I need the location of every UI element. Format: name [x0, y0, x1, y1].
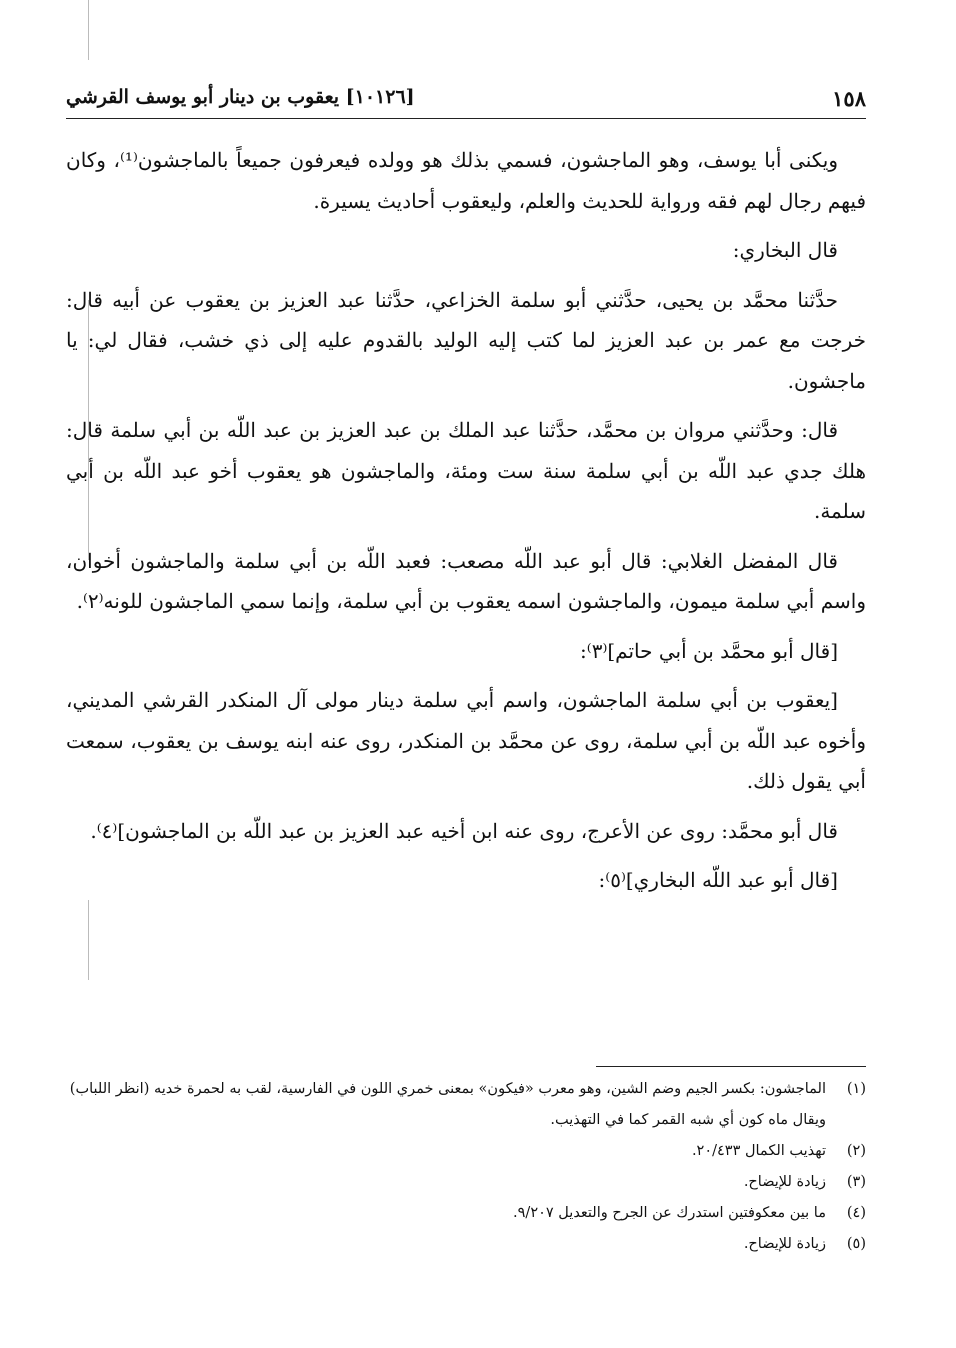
footnote-separator: [596, 1066, 866, 1067]
paragraph: قال البخاري:: [732, 238, 838, 262]
footnote: [66, 1198, 866, 1229]
paragraph: قال المفضل الغلابي: قال أبو عبد اللّه مصعب: فعبد اللّه بن أبي سلمة والماجشون أخوان، واسم أبي سلمة ميمون، والماجشون اسمه يعقوب بن أبي سلمة، وإنما سمي الماجشون للونه⁽٢⁾.: [66, 548, 866, 613]
footnote: [66, 1229, 866, 1260]
footnote-number: (٤): [846, 1205, 866, 1221]
scan-margin-line: [88, 0, 89, 60]
paragraph: حدَّثنا محمَّد بن يحيى، حدَّثني أبو سلمة الخزاعي، حدَّثنا عبد العزيز بن يعقوب عن أبيه قال: خرجت مع عمر بن عبد العزيز لما كتب إليه الوليد بالقدوم عليه إلى ذي خشب، فقال لي: يا ماجشون.: [66, 287, 866, 393]
footnote-text: زيادة للإيضاح.: [743, 1236, 826, 1252]
footnote-number: (٥): [846, 1236, 866, 1252]
footnote-number: (١): [846, 1081, 866, 1097]
scan-margin-line: [88, 900, 89, 980]
footnote: [66, 1074, 866, 1136]
footnote: [66, 1167, 866, 1198]
page-number: ١٥٨: [832, 86, 866, 111]
footnote: [66, 1136, 866, 1167]
footnote-text: الماجشون: بكسر الجيم وضم الشين، وهو معرب «فيكون» بمعنى خمري اللون في الفارسية، لقب به لحمرة خديه (انظر اللباب) ويقال ماه كون أي شبه القمر كما في التهذيب.: [69, 1081, 826, 1128]
paragraph: ويكنى أبا يوسف، وهو الماجشون، فسمي بذلك هو وولده فيعرفون جميعاً بالماجشون⁽¹⁾، وكان فيهم رجال لهم فقه ورواية للحديث والعلم، وليعقوب أحاديث يسيرة.: [66, 148, 866, 213]
footnote-number: (٢): [846, 1143, 866, 1159]
paragraph: [قال أبو عبد اللّه البخاري]⁽٥⁾:: [598, 868, 838, 892]
footnote-text: ما بين معكوفتين استدرك عن الجرح والتعديل ٩/٢٠٧.: [513, 1205, 826, 1221]
footnote-text: تهذيب الكمال ٢٠/٤٣٣.: [691, 1143, 826, 1159]
footnote-number: (٣): [846, 1174, 866, 1190]
paragraph: [قال أبو محمَّد بن أبي حاتم]⁽٣⁾:: [580, 638, 838, 663]
paragraph: قال أبو محمَّد: روى عن الأعرج، روى عنه ابن أخيه عبد العزيز بن عبد اللّه بن الماجشون]⁽٤⁾.: [90, 818, 838, 843]
paragraph: قال: وحدَّثني مروان بن محمَّد، حدَّثنا عبد الملك بن عبد العزيز بن عبد اللّه بن أبي سلمة قال: هلك جدي عبد اللّه بن أبي سلمة سنة ست ومئة، والماجشون هو يعقوب أخو عبد اللّه بن أبي سلمة.: [66, 418, 866, 523]
running-title: [١٠١٢٦] يعقوب بن دينار أبو يوسف القرشي: [66, 86, 415, 108]
page-header: [66, 84, 866, 119]
paragraph: [يعقوب بن أبي سلمة الماجشون، واسم أبي سلمة دينار مولى آل المنكدر القرشي المديني، وأخوه عبد اللّه بن أبي سلمة، روى عن محمَّد بن المنكدر، روى عنه ابنه يوسف بن يعقوب، سمعت أبي يقول ذلك.: [66, 688, 866, 793]
main-text: [66, 140, 866, 910]
footnote-text: زيادة للإيضاح.: [743, 1174, 826, 1190]
footnotes: [66, 1074, 866, 1260]
